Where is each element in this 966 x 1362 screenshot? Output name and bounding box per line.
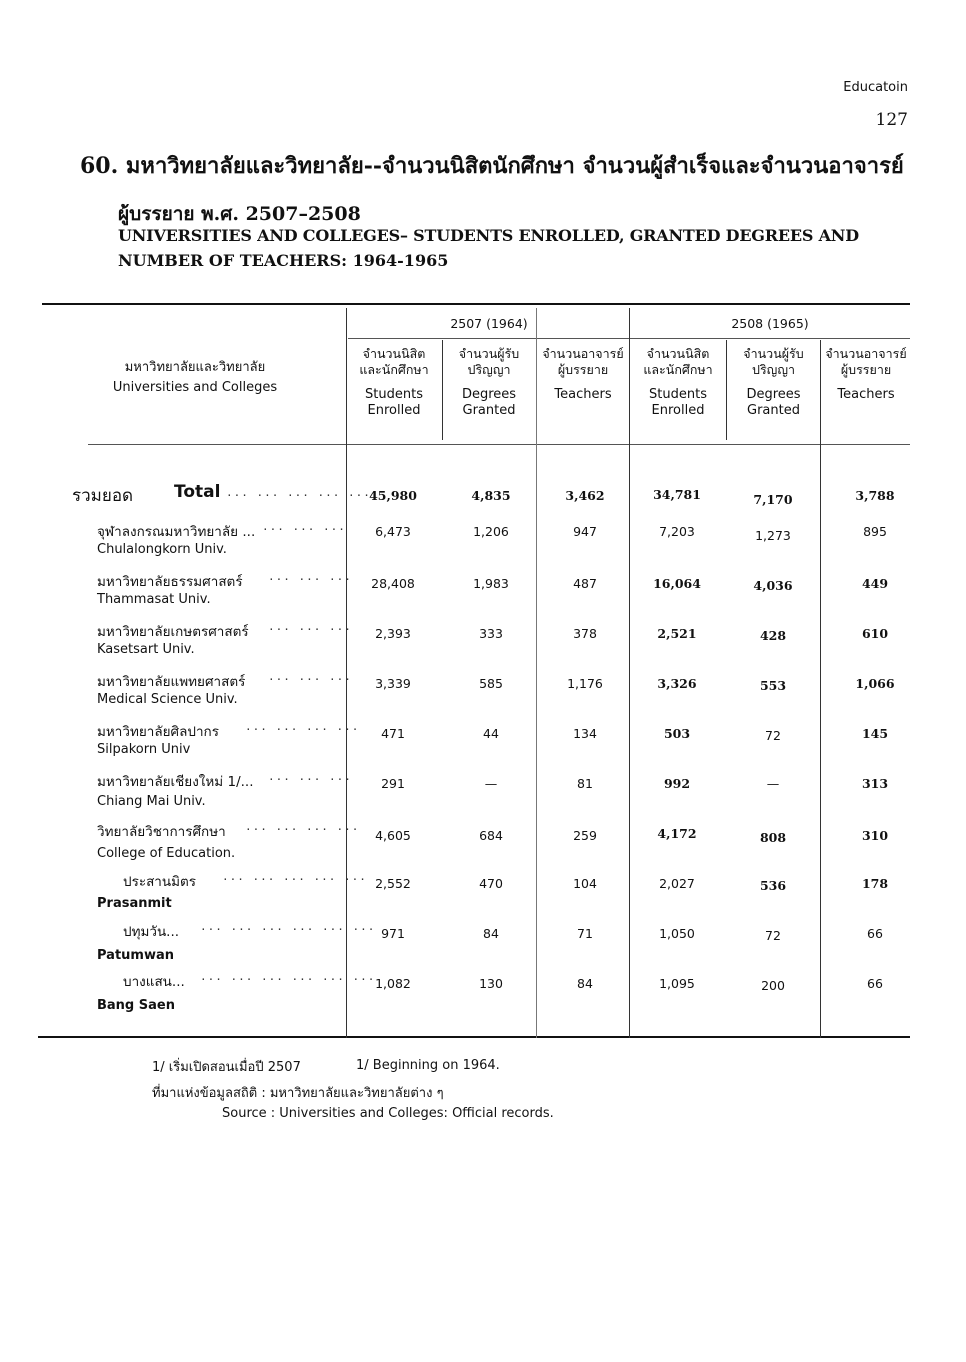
cell-value: 84 (483, 926, 499, 941)
title-thai-line-2: ผู้บรรยาย พ.ศ. 2507–2508 (118, 203, 361, 225)
column-header-thai-2: และนักศึกษา (359, 362, 429, 378)
leader-dots: ... ... ... ... ... (222, 870, 367, 883)
title-english-line-2: NUMBER OF TEACHERS: 1964-1965 (118, 251, 449, 270)
leader-dots: ... ... ... ... ... ... (200, 920, 376, 933)
column-header-thai-2: ปริญญา (752, 362, 795, 378)
cell-value: 4,172 (657, 826, 697, 841)
cell-value: 7,203 (659, 524, 695, 539)
table-row (0, 770, 966, 820)
column-header-thai-1: จำนวนนิสิต (646, 346, 710, 361)
cell-value: — (484, 776, 498, 791)
row-label-thai: ปทุมวัน... (123, 924, 180, 940)
cell-value: 1,273 (755, 528, 791, 543)
cell-value: 16,064 (653, 576, 701, 591)
cell-value: 2,393 (375, 626, 411, 641)
cell-value: 1,176 (567, 676, 603, 691)
row-label-english: Kasetsart Univ. (97, 642, 195, 657)
column-header-thai-2: ปริญญา (467, 362, 511, 378)
column-header-students-1965 (630, 346, 726, 420)
cell-value: 28,408 (371, 576, 415, 591)
cell-value: 684 (479, 828, 503, 843)
column-header-english-1: Teachers (837, 386, 895, 402)
cell-value: 3,462 (565, 488, 605, 503)
row-label-english: Patumwan (97, 948, 175, 963)
cell-value: 971 (381, 926, 405, 941)
cell-value: 72 (765, 728, 781, 743)
cell-value: 487 (573, 576, 597, 591)
year-group-1965: 2508 (1965) (731, 316, 809, 331)
table-row (0, 520, 966, 570)
cell-value: 84 (577, 976, 593, 991)
cell-value: 585 (479, 676, 503, 691)
cell-value: 4,605 (375, 828, 411, 843)
cell-value: 7,170 (753, 492, 793, 507)
row-label-english: Bang Saen (97, 998, 175, 1013)
column-header-teachers-1964 (536, 346, 630, 403)
cell-value: 72 (765, 928, 781, 943)
total-label-english: Total (174, 482, 221, 502)
column-header-english-1: Students (365, 386, 423, 402)
column-header-thai-2: ผู้บรรยาย (840, 362, 892, 378)
leader-dots: ... ... ... (268, 620, 352, 633)
cell-value: 449 (861, 576, 889, 591)
cell-value: 1,082 (375, 976, 411, 991)
year-group-underline-1964 (348, 338, 630, 339)
source-english: Source : Universities and Colleges: Official records. (222, 1106, 554, 1121)
footnote-english: 1/ Beginning on 1964. (356, 1058, 500, 1073)
cell-value: 34,781 (653, 487, 701, 502)
cell-value: 44 (483, 726, 499, 741)
column-header-english-2: Enrolled (367, 403, 421, 419)
cell-value: 536 (759, 878, 787, 893)
table-row (0, 870, 966, 920)
cell-value: 3,788 (855, 488, 895, 503)
column-header-thai-1: จำนวนผู้รับ (743, 346, 804, 361)
cell-value: 104 (573, 876, 597, 891)
column-header-thai-2: ผู้บรรยาย (557, 362, 609, 378)
column-header-english-1: Degrees (746, 386, 801, 402)
stub-header-english: Universities and Colleges (112, 380, 278, 396)
cell-value: 2,552 (375, 876, 411, 891)
table-row (0, 620, 966, 670)
leader-dots: ... ... ... (268, 570, 352, 583)
column-header-english-1: Degrees (461, 386, 517, 402)
footnote-thai: 1/ เริ่มเปิดสอนเมื่อปี 2507 (152, 1060, 301, 1075)
column-header-teachers-1965 (821, 346, 911, 403)
cell-value: 610 (861, 626, 889, 641)
cell-value: 45,980 (369, 488, 417, 503)
column-header-english-2: Granted (462, 403, 516, 419)
cell-value: 1,050 (659, 926, 695, 941)
column-header-degrees-1965 (727, 346, 820, 420)
column-header-thai-1: จำนวนอาจารย์ (542, 346, 624, 361)
table-row (0, 970, 966, 1020)
leader-dots: ... ... ... (268, 670, 352, 683)
cell-value: 333 (479, 626, 503, 641)
cell-value: 3,339 (375, 676, 411, 691)
column-header-english-2: Granted (747, 403, 800, 419)
year-group-underline-1965 (630, 338, 910, 339)
cell-value: 428 (759, 628, 787, 643)
cell-value: 145 (861, 726, 889, 741)
column-header-degrees-1964 (443, 346, 535, 420)
cell-value: 130 (479, 976, 503, 991)
cell-value: 1,206 (473, 524, 509, 539)
cell-value: 66 (867, 976, 883, 991)
cell-value: 808 (759, 830, 787, 845)
column-header-thai-2: และนักศึกษา (643, 362, 713, 378)
cell-value: 1,983 (473, 576, 509, 591)
column-header-english-1: Students (649, 386, 707, 402)
table-row (0, 820, 966, 870)
leader-dots: ... ... ... ... ... (226, 486, 371, 499)
column-header-thai-1: จำนวนอาจารย์ (825, 346, 907, 361)
cell-value: 471 (381, 726, 405, 741)
cell-value: 2,027 (659, 876, 695, 891)
cell-value: 378 (573, 626, 597, 641)
cell-value: 6,473 (375, 524, 411, 539)
cell-value: 200 (761, 978, 785, 993)
cell-value: 1,066 (855, 676, 895, 691)
cell-value: 992 (663, 776, 691, 791)
row-label-thai: มหาวิทยาลัยแพทยศาสตร์ (97, 674, 246, 690)
leader-dots: ... ... ... ... (245, 820, 360, 833)
cell-value: 134 (573, 726, 597, 741)
row-label-english: Chiang Mai Univ. (97, 794, 206, 809)
cell-value: 895 (863, 524, 887, 539)
table-row (0, 720, 966, 770)
cell-value: 947 (573, 524, 597, 539)
cell-value: 291 (381, 776, 405, 791)
leader-dots: ... ... ... ... ... ... (200, 970, 376, 983)
cell-value: 4,036 (753, 578, 793, 593)
title-thai-line-1: 60. มหาวิทยาลัยและวิทยาลัย--จำนวนนิสิตนักศึกษา จำนวนผู้สำเร็จและจำนวนอาจารย์ (80, 153, 904, 179)
cell-value: 470 (479, 876, 503, 891)
row-label-thai: บางแสน... (123, 974, 185, 990)
column-header-english-1: Teachers (554, 386, 612, 402)
cell-value: — (766, 776, 780, 791)
cell-value: 66 (867, 926, 883, 941)
cell-value: 503 (663, 726, 691, 741)
row-label-english: College of Education. (97, 846, 236, 861)
cell-value: 313 (861, 776, 889, 791)
title-english-line-1: UNIVERSITIES AND COLLEGES– STUDENTS ENROLLED, GRANTED DEGREES AND (118, 226, 859, 245)
row-label-english: Silpakorn Univ (97, 742, 191, 757)
cell-value: 3,326 (657, 676, 697, 691)
table-row (0, 670, 966, 720)
row-label-thai: มหาวิทยาลัยศิลปากร (97, 724, 219, 740)
stub-header-thai: มหาวิทยาลัยและวิทยาลัย (124, 360, 266, 375)
cell-value: 4,835 (471, 488, 511, 503)
row-label-thai: วิทยาลัยวิชาการศึกษา (97, 824, 226, 840)
year-group-1964: 2507 (1964) (450, 316, 528, 331)
cell-value: 310 (861, 828, 889, 843)
row-label-english: Prasanmit (97, 896, 172, 911)
row-label-english: Thammasat Univ. (97, 592, 211, 607)
page-number: 127 (875, 110, 908, 130)
column-header-english-2: Enrolled (651, 403, 705, 419)
table-bottom-rule (38, 1036, 910, 1038)
row-label-thai: จุฬาลงกรณมหาวิทยาลัย ... (97, 524, 256, 540)
row-label-thai: ประสานมิตร (123, 874, 197, 890)
table-row (0, 920, 966, 970)
source-thai: ที่มาแห่งข้อมูลสถิติ : มหาวิทยาลัยและวิทยาลัยต่าง ๆ (152, 1086, 444, 1101)
cell-value: 81 (577, 776, 593, 791)
header-bottom-rule (88, 444, 910, 445)
stub-header (90, 358, 300, 398)
section-label: Educatoin (843, 80, 908, 95)
leader-dots: ... ... ... (262, 520, 346, 533)
row-label-thai: มหาวิทยาลัยธรรมศาสตร์ (97, 574, 243, 590)
row-label-english: Chulalongkorn Univ. (97, 542, 227, 557)
cell-value: 259 (573, 828, 597, 843)
column-header-thai-1: จำนวนผู้รับ (458, 346, 520, 361)
row-label-thai: มหาวิทยาลัยเชียงใหม่ 1/... (97, 774, 254, 790)
cell-value: 1,095 (659, 976, 695, 991)
cell-value: 2,521 (657, 626, 697, 641)
leader-dots: ... ... ... (268, 770, 352, 783)
leader-dots: ... ... ... ... (245, 720, 360, 733)
cell-value: 71 (577, 926, 593, 941)
table-top-rule (42, 303, 910, 305)
cell-value: 553 (759, 678, 787, 693)
table-row (0, 570, 966, 620)
cell-value: 178 (861, 876, 889, 891)
row-label-english: Medical Science Univ. (97, 692, 238, 707)
row-label-thai: มหาวิทยาลัยเกษตรศาสตร์ (97, 624, 249, 640)
column-header-thai-1: จำนวนนิสิต (362, 346, 426, 361)
column-header-students-1964 (348, 346, 440, 420)
total-label-thai: รวมยอด (72, 486, 134, 506)
